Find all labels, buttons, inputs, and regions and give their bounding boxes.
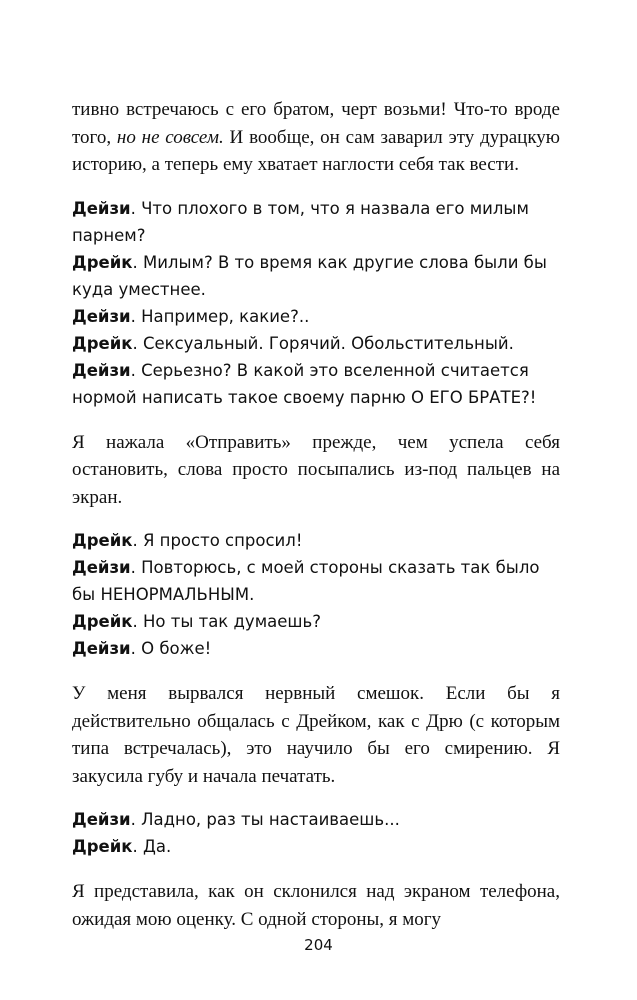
speaker-name: Дейзи [72, 558, 131, 577]
speaker-name: Дейзи [72, 198, 131, 218]
dialogue-line [72, 330, 560, 357]
dialogue-line [72, 554, 560, 608]
speaker-name: Дрейк [72, 612, 133, 631]
speaker-name: Дрейк [72, 837, 133, 856]
speaker-name: Дрейк [72, 333, 133, 353]
dialogue-block-3 [72, 806, 560, 860]
page-number: 204 [304, 936, 333, 954]
dialogue-line [72, 527, 560, 554]
dialogue-text: . Да. [132, 837, 172, 856]
dialogue-text: . Я просто спросил! [132, 531, 303, 550]
speaker-name: Дейзи [72, 810, 131, 829]
dialogue-line [72, 806, 560, 833]
page-text [72, 96, 560, 949]
dialogue-text: . Например, какие?.. [130, 306, 310, 326]
paragraph-3: У меня вырвался нервный смешок. Если бы я действительно общалась с Дрейком, как с Дрю (с которым типа встречалась), это научило бы его смирению. Я закусила губу и начала печатать. [72, 683, 560, 787]
dialogue-text: . Сексуальный. Горячий. Обольстительный. [132, 333, 514, 353]
dialogue-text: . О боже! [130, 639, 212, 658]
emphasis-text: но не совсем. [116, 126, 224, 148]
dialogue-line [72, 357, 560, 411]
dialogue-text: . Милым? В то время как другие слова были бы куда уместнее. [72, 252, 547, 299]
speaker-name: Дрейк [72, 252, 133, 272]
dialogue-line [72, 635, 560, 662]
dialogue-line [72, 833, 560, 860]
dialogue-text: . Но ты так думаешь? [132, 612, 321, 631]
speaker-name: Дрейк [72, 531, 133, 550]
paragraph-4: Я представила, как он склонился над экраном телефона, ожидая мою оценку. С одной стороны, я могу [72, 881, 560, 930]
dialogue-line [72, 303, 560, 330]
paragraph-2: Я нажала «Отправить» прежде, чем успела себя остановить, слова просто посыпались из-под пальцев на экран. [72, 431, 560, 508]
dialogue-text: . Что плохого в том, что я назвала его милым парнем? [72, 198, 529, 245]
dialogue-text: . Ладно, раз ты настаиваешь... [130, 810, 400, 829]
speaker-name: Дейзи [72, 306, 131, 326]
dialogue-block-2 [72, 527, 560, 662]
dialogue-text: . Серьезно? В какой это вселенной считается нормой написать такое своему парню О ЕГО БРАТЕ?! [72, 360, 537, 407]
speaker-name: Дейзи [72, 639, 131, 658]
dialogue-line [72, 195, 560, 249]
paragraph-text: И вообще, он сам заварил эту дурацкую историю, а теперь ему хватает наглости себя так вести. [72, 126, 560, 175]
dialogue-text: . Повторюсь, с моей стороны сказать так было бы НЕНОРМАЛЬНЫМ. [72, 558, 540, 604]
dialogue-line [72, 249, 560, 303]
dialogue-block-1 [72, 195, 560, 411]
paragraph-1 [72, 96, 560, 179]
dialogue-line [72, 608, 560, 635]
speaker-name: Дейзи [72, 360, 131, 380]
paragraph-text: тивно встречаюсь с его братом, черт возьми! Что-то вроде того, [72, 99, 560, 148]
